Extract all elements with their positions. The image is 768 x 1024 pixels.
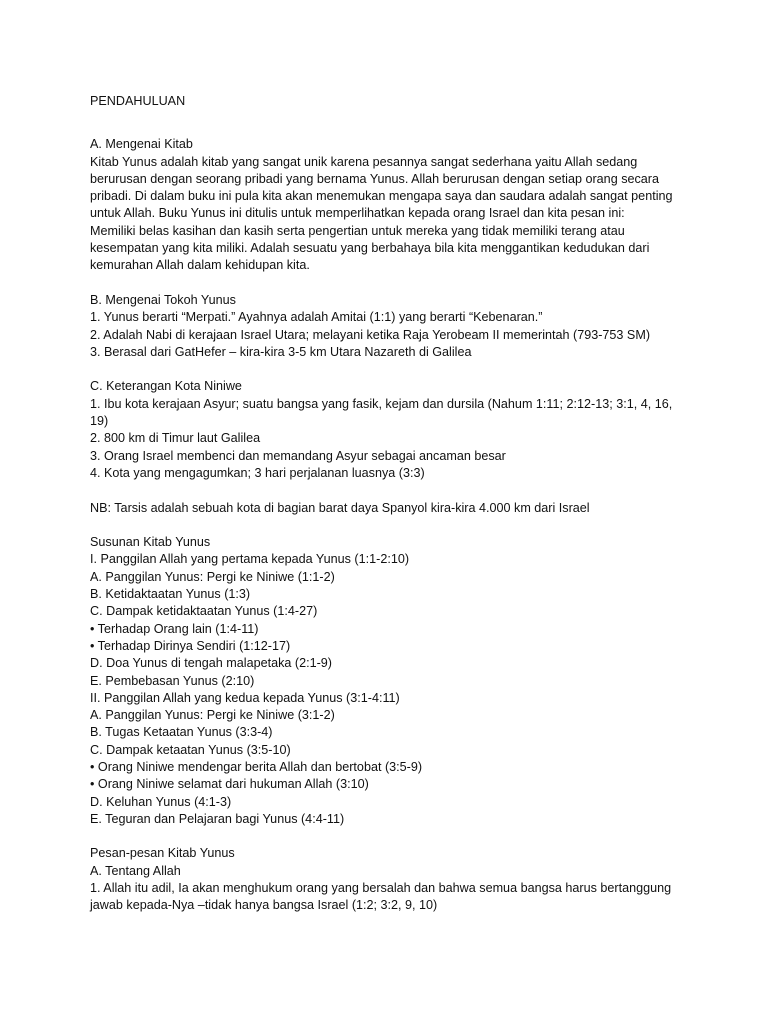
text-line: pribadi. Di dalam buku ini pula kita akan menemukan mengapa saya dan saudara adalah sangat penting xyxy=(90,189,673,204)
text-line: D. Doa Yunus di tengah malapetaka (2:1-9) xyxy=(90,656,332,671)
spacer xyxy=(90,110,690,136)
section-heading: Susunan Kitab Yunus xyxy=(90,535,211,550)
text-line: B. Ketidaktaatan Yunus (1:3) xyxy=(90,587,251,602)
text-line: C. Dampak ketidaktaatan Yunus (1:4-27) xyxy=(90,604,318,619)
section xyxy=(90,136,690,274)
spacer xyxy=(90,482,690,499)
page-title: PENDAHULUAN xyxy=(90,94,186,108)
text-line: A. Tentang Allah xyxy=(90,863,181,878)
text-line: 1. Yunus berarti “Merpati.” Ayahnya adalah Amitai (1:1) yang berarti “Kebenaran.” xyxy=(90,310,543,325)
text-line: A. Panggilan Yunus: Pergi ke Niniwe (3:1-2) xyxy=(90,708,335,723)
spacer xyxy=(90,275,690,292)
text-line: 1. Ibu kota kerajaan Asyur; suatu bangsa yang fasik, kejam dan dursila (Nahum 1:11; 2:12-13; 3:1, 4, 16, xyxy=(90,396,673,411)
text-line: I. Panggilan Allah yang pertama kepada Yunus (1:1-2:10) xyxy=(90,552,410,567)
text-line: • Orang Niniwe mendengar berita Allah dan bertobat (3:5-9) xyxy=(90,759,423,774)
text-line: 4. Kota yang mengagumkan; 3 hari perjalanan luasnya (3:3) xyxy=(90,465,425,480)
section-heading: C. Keterangan Kota Niniwe xyxy=(90,379,242,394)
text-line: jawab kepada-Nya –tidak hanya bangsa Israel (1:2; 3:2, 9, 10) xyxy=(90,898,438,913)
text-line: D. Keluhan Yunus (4:1-3) xyxy=(90,794,232,809)
text-line: Kitab Yunus adalah kitab yang sangat unik karena pesannya sangat sederhana yaitu Allah sedang xyxy=(90,154,638,169)
text-line: Memiliki belas kasihan dan kasih serta pengertian untuk mereka yang tidak memiliki terang atau xyxy=(90,223,625,238)
text-line: • Terhadap Orang lain (1:4-11) xyxy=(90,621,259,636)
section-heading: B. Mengenai Tokoh Yunus xyxy=(90,292,236,307)
spacer xyxy=(90,828,690,845)
text-line: • Terhadap Dirinya Sendiri (1:12-17) xyxy=(90,638,291,653)
document-page xyxy=(90,93,690,915)
section-heading: A. Mengenai Kitab xyxy=(90,137,193,152)
text-line: NB: Tarsis adalah sebuah kota di bagian barat daya Spanyol kira-kira 4.000 km dari Israel xyxy=(90,500,590,515)
text-line: kemurahan Allah dalam kehidupan kita. xyxy=(90,258,310,273)
text-line: berurusan dengan seorang pribadi yang bernama Yunus. Allah berurusan dengan setiap orang secara xyxy=(90,171,659,186)
section xyxy=(90,534,690,828)
section xyxy=(90,845,690,914)
text-line: 2. Adalah Nabi di kerajaan Israel Utara; melayani ketika Raja Yerobeam II memerintah (793-753 SM) xyxy=(90,327,651,342)
section-heading: Pesan-pesan Kitab Yunus xyxy=(90,846,235,861)
text-line: B. Tugas Ketaatan Yunus (3:3-4) xyxy=(90,725,273,740)
section xyxy=(90,292,690,361)
text-line: kesempatan yang kita miliki. Adalah sesuatu yang berbahaya bila kita menggantikan kedudukan dari xyxy=(90,241,650,256)
text-line: untuk Allah. Buku Yunus ini ditulis untuk memperlihatkan kepada orang Israel dan kita pesan ini: xyxy=(90,206,625,221)
text-line: 3. Orang Israel membenci dan memandang Asyur sebagai ancaman besar xyxy=(90,448,506,463)
section xyxy=(90,500,690,517)
text-line: A. Panggilan Yunus: Pergi ke Niniwe (1:1-2) xyxy=(90,569,335,584)
text-line: 2. 800 km di Timur laut Galilea xyxy=(90,431,261,446)
spacer xyxy=(90,361,690,378)
text-line: E. Teguran dan Pelajaran bagi Yunus (4:4-11) xyxy=(90,811,345,826)
spacer xyxy=(90,517,690,534)
text-line: 3. Berasal dari GatHefer – kira-kira 3-5 km Utara Nazareth di Galilea xyxy=(90,344,472,359)
text-line: II. Panggilan Allah yang kedua kepada Yunus (3:1-4:11) xyxy=(90,690,400,705)
text-line: E. Pembebasan Yunus (2:10) xyxy=(90,673,255,688)
section xyxy=(90,378,690,482)
text-line: 1. Allah itu adil, Ia akan menghukum orang yang bersalah dan bahwa semua bangsa harus bertanggung xyxy=(90,881,672,896)
text-line: C. Dampak ketaatan Yunus (3:5-10) xyxy=(90,742,291,757)
text-line: 19) xyxy=(90,414,109,429)
text-line: • Orang Niniwe selamat dari hukuman Allah (3:10) xyxy=(90,777,369,792)
document-body xyxy=(90,136,690,914)
